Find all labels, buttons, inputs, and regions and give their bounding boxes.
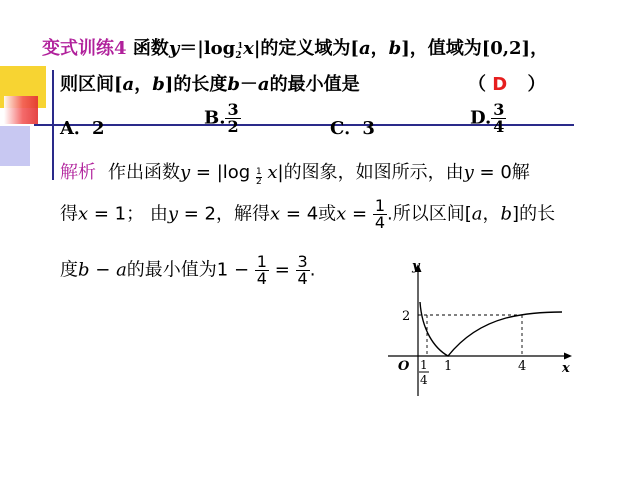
decor-red-gradient xyxy=(4,96,38,124)
question-line-2: 则区间[a，b]的长度b－a的最小值是 xyxy=(60,74,360,95)
question-line-1: 变式训练4 函数$y=|\log_2^1x|$的定义域为[a，b]，值域为[0,2]， xyxy=(42,38,549,61)
solution-line-3: 度b − a的最小值为1 − $\frac{1}{4}$ = $\frac{3}{4}$ . xyxy=(60,252,316,288)
y-tick-2: 2 xyxy=(402,309,411,324)
answer-value: D xyxy=(492,74,508,95)
answer-slot: （ D ） xyxy=(468,74,546,95)
x-axis-arrow xyxy=(564,353,572,360)
x-tick-4: 4 xyxy=(518,359,527,374)
y-axis-label: y xyxy=(412,259,420,274)
x-tick-quarter-den: 4 xyxy=(420,373,428,387)
option-d: D. $\frac{3}{4}$ xyxy=(470,100,505,136)
x-axis-label: x xyxy=(562,361,570,376)
decor-purple-block xyxy=(0,126,30,166)
solution-line-1: 解析 作出函数y = |log $\frac{1}{2}$ x|的图象，如图所示，由y = 0解 xyxy=(60,162,530,187)
question-label: 变式训练4 xyxy=(42,38,127,59)
x-tick-quarter-num: 1 xyxy=(420,358,428,372)
option-b: B. $\frac{3}{2}$ xyxy=(204,100,239,136)
option-a: A．2 xyxy=(60,118,105,139)
solution-label: 解析 xyxy=(60,162,96,183)
solution-line-2: 得x = 1； 由y = 2，解得x = 4或x = $\frac{1}{4}$ .所以区间[a，b]的长 xyxy=(60,196,556,232)
x-tick-1: 1 xyxy=(444,359,453,374)
origin-label: O xyxy=(398,359,410,374)
function-curve xyxy=(420,302,562,356)
function-graph xyxy=(380,258,580,404)
option-c: C．3 xyxy=(330,118,375,139)
